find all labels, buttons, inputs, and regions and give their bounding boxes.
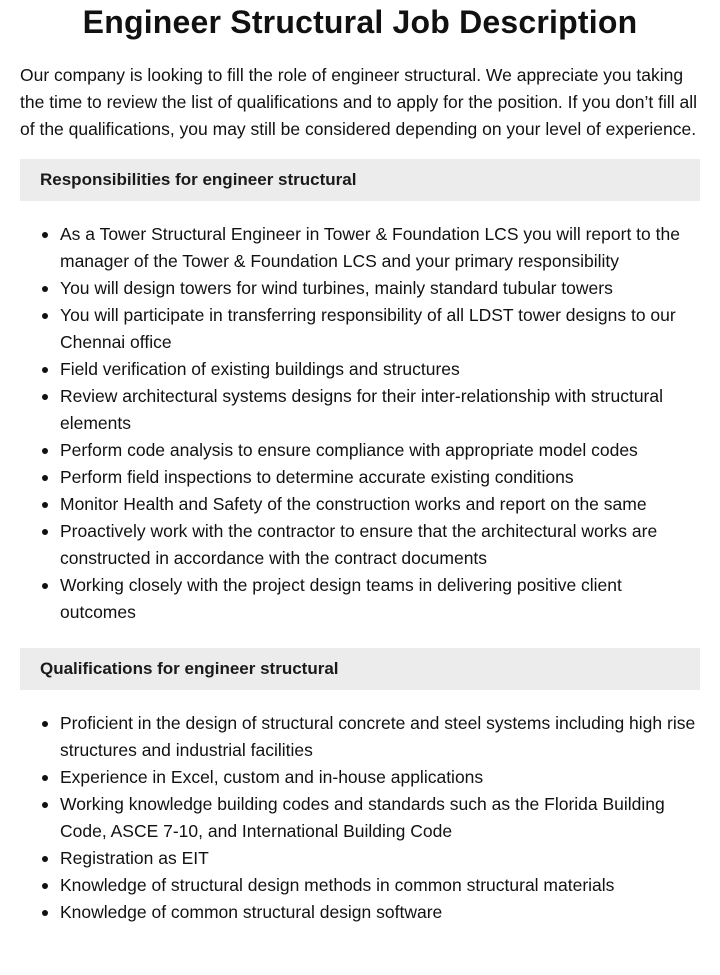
list-item: Knowledge of common structural design software	[60, 899, 700, 926]
intro-paragraph: Our company is looking to fill the role of engineer structural. We appreciate you taking the time to review the list of qualifications and to apply for the position. If you don’t fill all of the qualifications, you may still be considered depending on your level of experience.	[20, 65, 698, 139]
list-item: Perform code analysis to ensure compliance with appropriate model codes	[60, 437, 700, 464]
list-item: Working closely with the project design teams in delivering positive client outcomes	[60, 572, 700, 626]
list-item: Perform field inspections to determine accurate existing conditions	[60, 464, 700, 491]
list-item: Monitor Health and Safety of the construction works and report on the same	[60, 491, 700, 518]
list-item: As a Tower Structural Engineer in Tower & Foundation LCS you will report to the manager of the Tower & Foundation LCS and your primary responsibility	[60, 221, 700, 275]
list-item: You will participate in transferring responsibility of all LDST tower designs to our Chennai office	[60, 302, 700, 356]
responsibilities-list	[20, 221, 700, 626]
list-item: Proactively work with the contractor to ensure that the architectural works are constructed in accordance with the contract documents	[60, 518, 700, 572]
list-item: You will design towers for wind turbines, mainly standard tubular towers	[60, 275, 700, 302]
list-item: Proficient in the design of structural concrete and steel systems including high rise structures and industrial facilities	[60, 710, 700, 764]
list-item: Knowledge of structural design methods in common structural materials	[60, 872, 700, 899]
qualifications-list	[20, 710, 700, 926]
list-item: Field verification of existing buildings and structures	[60, 356, 700, 383]
list-item: Review architectural systems designs for their inter-relationship with structural elements	[60, 383, 700, 437]
page-title: Engineer Structural Job Description	[82, 4, 638, 40]
list-item: Registration as EIT	[60, 845, 700, 872]
qualifications-heading: Qualifications for engineer structural	[20, 648, 700, 690]
list-item: Working knowledge building codes and standards such as the Florida Building Code, ASCE 7-10, and International Building Code	[60, 791, 700, 845]
responsibilities-heading: Responsibilities for engineer structural	[20, 159, 700, 201]
list-item: Experience in Excel, custom and in-house applications	[60, 764, 700, 791]
